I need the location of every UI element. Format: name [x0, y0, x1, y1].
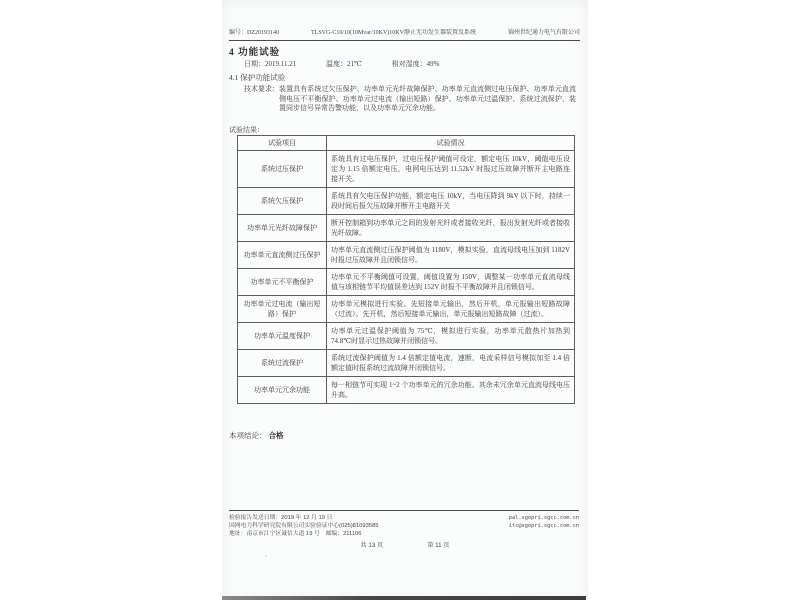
test-temperature: 温度：21℃ [326, 60, 362, 68]
table-row [238, 350, 575, 377]
footer-organization: 国网电力科学研究院有限公司实验验证中心(025)81093585 [229, 523, 379, 529]
test-detail-cell: 每一相链节可实现 1~2 个功率单元的冗余功能。其余未冗余单元直流母线电压升高。 [327, 377, 575, 404]
conclusion-line [229, 430, 284, 441]
table-row [238, 377, 575, 404]
test-detail-cell: 功率单元直流侧过压保护阈值为 1180V，模拟实验，直流母线电压加到 1182V 时报过压故障并且闭锁信号。 [327, 242, 575, 269]
table-row [238, 242, 575, 269]
table-row [238, 151, 575, 188]
page-count-total: 共 13 页 [360, 542, 384, 549]
footer-email: itc@sgepri.sgcc.com.cn [508, 523, 579, 529]
test-item-cell: 系统欠压保护 [238, 188, 327, 215]
test-detail-cell: 断开控制箱到功率单元之间的发射光纤或者接收光纤，报出发射光纤或者接收光纤故障。 [327, 215, 575, 242]
results-label: 试验结果： [229, 126, 264, 134]
footer-address: 地址：南京市江宁区诚信大道 19 号 邮编：211106 [229, 531, 362, 537]
document-header [229, 29, 580, 41]
test-detail-cell: 系统具有欠电压保护功能，额定电压 10kV，当电压降到 9kV 以下时，持续一段时间后报欠压故障并断开主电路开关 [327, 188, 575, 215]
table-row [238, 269, 575, 296]
document-footer [229, 510, 579, 538]
test-humidity: 相对湿度：49% [391, 60, 440, 68]
test-item-cell: 功率单元光纤故障保护 [238, 215, 327, 242]
test-detail-cell: 功率单元不平衡阈值可设置，阈值设置为 150V，调整某一功率单元直流母线值与该相链节平均值误差达到 152V 时报不平衡故障并且闭锁信号。 [327, 269, 575, 296]
footer-send-date: 检验报告发送日期：2019 年 12 月 19 日 [229, 515, 333, 521]
test-item-cell: 系统过流保护 [238, 350, 327, 377]
footer-website: pal.sgepri.sgcc.com.cn [508, 515, 579, 521]
test-date: 日期：2019.11.21 [244, 60, 297, 68]
table-row [238, 323, 575, 350]
test-item-cell: 功率单元冗余功能 [238, 377, 327, 404]
test-item-cell: 功率单元过电流（输出短路）保护 [238, 296, 327, 323]
table-row [238, 188, 575, 215]
conclusion-label: 本项结论： [229, 431, 267, 440]
test-detail-cell: 功率单元过温保护阈值为 75℃，模拟进行实验，功率单元散热片加热到 74.8℃时显示过热故障并闭锁信号。 [327, 323, 575, 350]
company-name: 锦州世纪通力电气有限公司 [507, 30, 580, 36]
conclusion-value: 合格 [268, 431, 284, 440]
table-header-detail: 试验情况 [327, 136, 575, 151]
scanned-document-page [222, 0, 588, 600]
scan-bottom-edge [222, 596, 586, 600]
test-item-cell: 功率单元不平衡保护 [238, 269, 327, 296]
page-count-current: 第 11 页 [427, 542, 450, 549]
test-detail-cell: 系统具有过电压保护，过电压保护阈值可设定，额定电压 10kV，阈值电压设定为 1.15 倍额定电压，电网电压达到 11.52kV 时报过压故障并断开主电路连接开关。 [327, 151, 575, 188]
table-row [238, 296, 575, 323]
table-row [238, 215, 575, 242]
subsection-title: 4.1 保护功能试验 [229, 73, 286, 82]
document-number: 编号：DZ20193140 [229, 30, 279, 36]
technical-requirements-text: 装置具有系统过欠压保护、功率单元光纤故障保护、功率单元直流侧过电压保护、功率单元直流侧电压不平衡保护、功率单元过电流（输出短路）保护、功率单元过温保护、系统过流保护、装置同步信号异常告警功能，以及功率单元冗余功能。 [279, 85, 576, 113]
table-header-item: 试验项目 [238, 136, 327, 151]
test-item-cell: 功率单元温度保护 [238, 323, 327, 350]
section-title: 4 功能试验 [229, 48, 281, 58]
table-header-row [238, 136, 575, 151]
test-item-cell: 系统过压保护 [238, 151, 327, 188]
test-item-cell: 功率单元直流侧过压保护 [238, 242, 327, 269]
test-detail-cell: 功率单元模拟进行实验。先短接单元输出，然后开机，单元报输出短路故障（过流）。先开机，然后短接单元输出，单元报输出短路故障（过流）。 [327, 296, 575, 323]
document-title: TLSVG-C10/10(10Mvar/10KV)10KV静止无功发生器装置及系统 [310, 30, 476, 36]
test-detail-cell: 系统过流保护阈值为 1.4 倍额定值电流，速断，电流采样信号模拟加至 1.4 倍额定值时报系统过流故障并闭锁信号。 [327, 350, 575, 377]
technical-requirements [244, 85, 576, 114]
results-table [237, 135, 575, 404]
technical-requirements-label: 技术要求： [244, 85, 279, 93]
scan-noise-mark: ’ [265, 555, 267, 561]
page-numbers [222, 540, 588, 549]
test-conditions [244, 59, 467, 69]
footer-contacts [509, 514, 579, 530]
